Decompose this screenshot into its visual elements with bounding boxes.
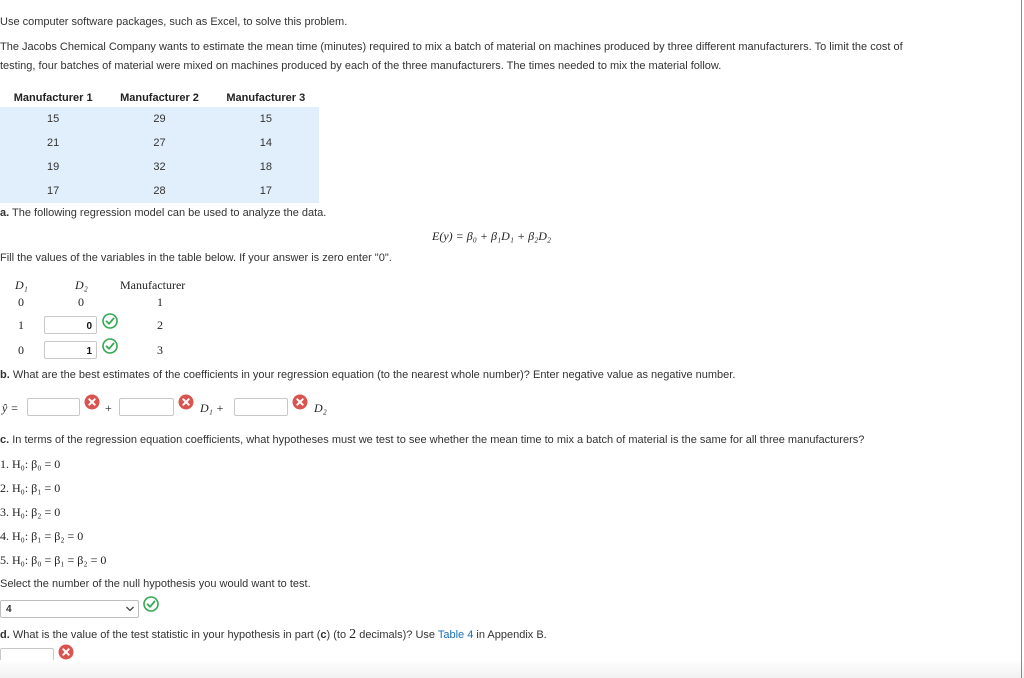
part-b-text: What are the best estimates of the coefficients in your regression equation (to the nearest whole number)? Enter negative value as negative number.	[12, 369, 736, 381]
table-cell: 14	[259, 137, 272, 149]
col-header-d1: D₁	[15, 278, 28, 292]
fill-instruction: Fill the values of the variables in the table below. If your answer is zero enter "0".	[0, 252, 392, 264]
d1-value: 0	[18, 343, 24, 357]
part-d-text: What is the value of the test statistic in your hypothesis in part (	[12, 629, 321, 641]
table-header: Manufacturer 3	[213, 89, 319, 107]
col-header-d2: D₂	[75, 278, 88, 292]
error-icon	[178, 394, 194, 410]
table-row	[0, 155, 319, 179]
hypothesis-option: 3. H₀: β₂ = 0	[0, 505, 61, 519]
manufacturer-value: 3	[157, 343, 163, 357]
yhat-label: ŷ =	[2, 401, 19, 415]
select-prompt: Select the number of the null hypothesis you would want to test.	[0, 578, 311, 590]
hypothesis-option: 4. H₀: β₁ = β₂ = 0	[0, 529, 84, 543]
chevron-down-icon	[125, 604, 135, 617]
table-4-link[interactable]: Table 4	[437, 629, 474, 641]
part-ref: c	[320, 629, 327, 641]
part-d-prompt: d. What is the value of the test statistic in your hypothesis in part (c) (to 2 decimals)? Use Table 4 in Appendix B.	[0, 627, 547, 642]
problem-text-line1: The Jacobs Chemical Company wants to estimate the mean time (minutes) required to mix a batch of material on machines produced by three different manufacturers. To limit the cost of	[0, 41, 903, 53]
table-cell: 29	[153, 113, 166, 125]
col-header-manufacturer: Manufacturer	[120, 278, 186, 292]
part-a-label: a.	[0, 207, 10, 219]
part-a-text: The following regression model can be used to analyze the data.	[12, 207, 327, 219]
d1-value: 1	[18, 318, 24, 332]
error-icon	[58, 644, 74, 660]
check-icon	[102, 313, 118, 329]
part-c-prompt	[0, 434, 864, 446]
table-cell: 18	[259, 161, 272, 173]
table-cell: 17	[47, 185, 60, 197]
table-cell: 27	[153, 137, 166, 149]
error-icon	[84, 394, 100, 410]
part-b-label: b.	[0, 369, 10, 381]
hypothesis-option: 5. H₀: β₀ = β₁ = β₂ = 0	[0, 553, 107, 567]
selected-value: 4	[6, 604, 12, 615]
d1-term: D₁ +	[200, 401, 224, 415]
b1-input[interactable]	[119, 398, 174, 416]
part-d-label: d.	[0, 629, 10, 641]
b2-input[interactable]	[234, 398, 288, 416]
table-header: Manufacturer 2	[106, 89, 212, 107]
problem-text-line2: testing, four batches of material were mixed on machines produced by each of the three manufacturers. The times needed to mix the material follow.	[0, 60, 722, 72]
data-table	[0, 89, 319, 203]
manufacturer-value: 2	[157, 318, 163, 332]
d2-input-row3[interactable]: 1	[44, 341, 97, 359]
check-icon	[102, 338, 118, 354]
hypothesis-option: 1. H₀: β₀ = 0	[0, 457, 61, 471]
table-row	[0, 179, 319, 203]
table-row	[0, 131, 319, 155]
bottom-fade	[0, 660, 1024, 678]
d2-term: D₂	[314, 401, 327, 415]
plus-sign: +	[105, 401, 112, 415]
regression-equation: E(y) = β₀ + β₁D₁ + β₂D₂	[432, 229, 552, 243]
right-border	[1021, 0, 1022, 678]
table-cell: 21	[47, 137, 60, 149]
intro-text: Use computer software packages, such as Excel, to solve this problem.	[0, 16, 348, 28]
hypothesis-select[interactable]	[0, 600, 139, 618]
table-cell: 28	[153, 185, 166, 197]
table-cell: 32	[153, 161, 166, 173]
table-cell: 19	[47, 161, 60, 173]
part-c-label: c.	[0, 434, 10, 446]
d2-value: 0	[78, 295, 84, 309]
hypothesis-option: 2. H₀: β₁ = 0	[0, 481, 61, 495]
error-icon	[292, 394, 308, 410]
part-c-text: In terms of the regression equation coefficients, what hypotheses must we test to see whether the mean time to mix a batch of material is the same for all three manufacturers?	[12, 434, 865, 446]
manufacturer-value: 1	[157, 295, 163, 309]
table-header: Manufacturer 1	[0, 89, 106, 107]
table-cell: 17	[259, 185, 272, 197]
d1-value: 0	[18, 295, 24, 309]
part-a-prompt	[0, 207, 326, 219]
d2-input-row2[interactable]: 0	[44, 316, 97, 334]
table-row	[0, 107, 319, 131]
table-cell: 15	[259, 113, 272, 125]
part-b-prompt	[0, 369, 735, 381]
table-cell: 15	[47, 113, 60, 125]
check-icon	[143, 596, 159, 612]
b0-input[interactable]	[27, 398, 80, 416]
decimals-value: 2	[349, 627, 357, 642]
